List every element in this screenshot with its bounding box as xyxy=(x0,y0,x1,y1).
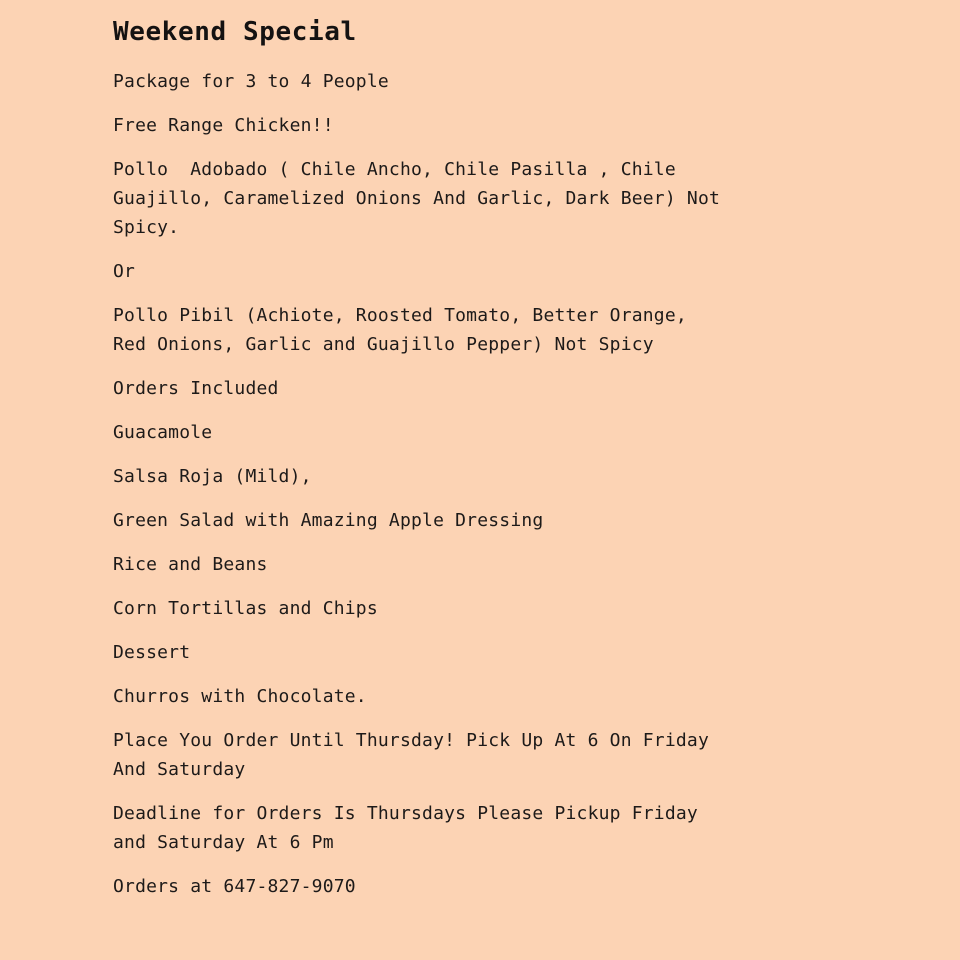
rice-line: Rice and Beans xyxy=(113,554,268,575)
guacamole-line: Guacamole xyxy=(113,422,213,443)
guacamole-item xyxy=(113,418,880,447)
salad-line: Green Salad with Amazing Apple Dressing xyxy=(113,510,544,531)
or-line: Or xyxy=(113,261,136,282)
dessert-line: Dessert xyxy=(113,642,191,663)
place-order-line-2: And Saturday xyxy=(113,759,246,780)
dessert-heading xyxy=(113,638,880,667)
option-two-line-1: Pollo Pibil (Achiote, Roosted Tomato, Better Orange, xyxy=(113,305,687,326)
rice-item xyxy=(113,550,880,579)
salsa-line: Salsa Roja (Mild), xyxy=(113,466,312,487)
salsa-item xyxy=(113,462,880,491)
option-one-description xyxy=(113,155,880,242)
page-title: Weekend Special xyxy=(113,17,357,47)
option-two-description xyxy=(113,301,880,359)
deadline-line-1: Deadline for Orders Is Thursdays Please Pickup Friday xyxy=(113,803,698,824)
or-separator xyxy=(113,257,880,286)
package-size-line: Package for 3 to 4 People xyxy=(113,71,389,92)
option-one-line-2: Guajillo, Caramelized Onions And Garlic, Dark Beer) Not xyxy=(113,188,721,209)
deadline-note xyxy=(113,799,880,857)
contact-info xyxy=(113,872,880,901)
churros-line: Churros with Chocolate. xyxy=(113,686,367,707)
package-size-text xyxy=(113,67,880,96)
option-two-line-2: Red Onions, Garlic and Guajillo Pepper) Not Spicy xyxy=(113,334,654,355)
free-range-text xyxy=(113,111,880,140)
option-one-line-3: Spicy. xyxy=(113,217,180,238)
place-order-line-1: Place You Order Until Thursday! Pick Up At 6 On Friday xyxy=(113,730,709,751)
place-order-note xyxy=(113,726,880,784)
free-range-line: Free Range Chicken!! xyxy=(113,115,334,136)
option-one-line-1: Pollo Adobado ( Chile Ancho, Chile Pasilla , Chile xyxy=(113,159,676,180)
tortillas-item xyxy=(113,594,880,623)
deadline-line-2: and Saturday At 6 Pm xyxy=(113,832,334,853)
orders-included-line: Orders Included xyxy=(113,378,279,399)
salad-item xyxy=(113,506,880,535)
contact-phone-line: Orders at 647-827-9070 xyxy=(113,876,356,897)
orders-included-heading xyxy=(113,374,880,403)
churros-item xyxy=(113,682,880,711)
tortillas-line: Corn Tortillas and Chips xyxy=(113,598,378,619)
